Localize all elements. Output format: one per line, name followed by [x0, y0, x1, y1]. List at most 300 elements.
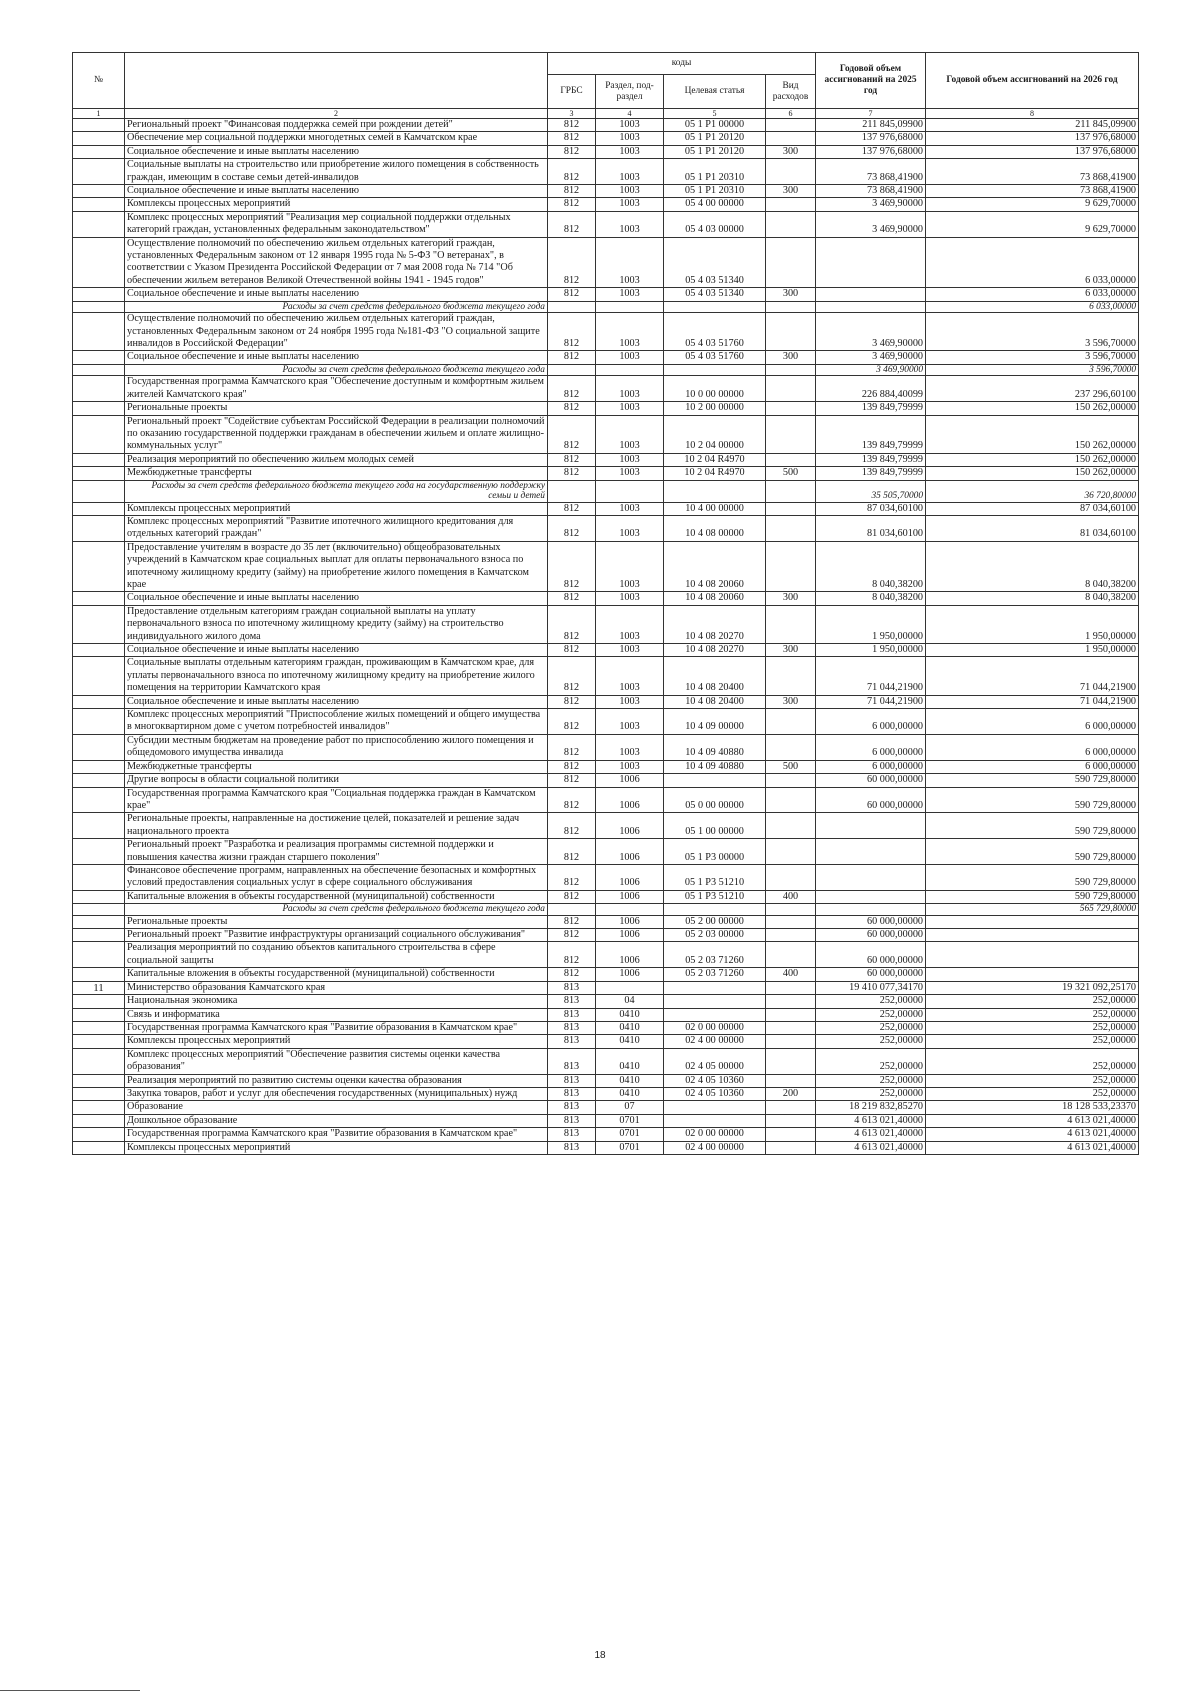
- row-amount-2026: 3 596,70000: [926, 351, 1139, 364]
- row-amount-2025: 137 976,68000: [816, 145, 926, 158]
- row-name: Социальное обеспечение и иные выплаты населению: [125, 592, 548, 605]
- row-amount-2025: [816, 813, 926, 839]
- row-expense-type: [766, 453, 816, 466]
- table-row: [73, 351, 1139, 364]
- row-amount-2026: 252,00000: [926, 1008, 1139, 1021]
- row-number: [73, 968, 125, 981]
- table-row: [73, 1048, 1139, 1074]
- row-expense-type: [766, 995, 816, 1008]
- row-expense-type: [766, 198, 816, 211]
- row-expense-type: [766, 541, 816, 592]
- row-grbs: 812: [548, 644, 596, 657]
- row-target-article: 05 1 Р1 20310: [664, 159, 766, 185]
- table-row: [73, 132, 1139, 145]
- row-name: Реализация мероприятий по обеспечению жильем молодых семей: [125, 453, 548, 466]
- row-number: [73, 415, 125, 453]
- row-name: Государственная программа Камчатского края "Развитие образования в Камчатском крае": [125, 1021, 548, 1034]
- row-amount-2026: 252,00000: [926, 995, 1139, 1008]
- row-name: Региональный проект "Развитие инфраструктуры организаций социального обслуживания": [125, 929, 548, 942]
- row-grbs: 812: [548, 467, 596, 480]
- row-target-article: 10 4 08 20060: [664, 592, 766, 605]
- row-target-article: [664, 1008, 766, 1021]
- row-razdel: 1003: [596, 515, 664, 541]
- row-razdel: 1003: [596, 502, 664, 515]
- row-amount-2025: 4 613 021,40000: [816, 1141, 926, 1154]
- row-amount-2026: 3 596,70000: [926, 313, 1139, 351]
- row-target-article: [664, 364, 766, 376]
- row-amount-2025: [816, 301, 926, 313]
- row-razdel: 1006: [596, 864, 664, 890]
- row-grbs: 812: [548, 774, 596, 787]
- row-grbs: 812: [548, 929, 596, 942]
- row-expense-type: [766, 942, 816, 968]
- row-name: Осуществление полномочий по обеспечению жильем отдельных категорий граждан, установленных Федеральным законом от 12 января 1995 года № 5-ФЗ "О ветеранах", в соответствии с Указом Президента Российской Федерации от 7 мая 2008 года № 714 "Об обеспечении жильем ветеранов Великой Отечественной войны 1941 - 1945 годов": [125, 237, 548, 288]
- row-expense-type: [766, 915, 816, 928]
- row-amount-2026: 590 729,80000: [926, 864, 1139, 890]
- row-amount-2025: [816, 890, 926, 903]
- table-row: [73, 981, 1139, 994]
- row-number: [73, 864, 125, 890]
- table-row: [73, 376, 1139, 402]
- table-row: [73, 1008, 1139, 1021]
- row-amount-2025: 226 884,40099: [816, 376, 926, 402]
- row-razdel: 1003: [596, 695, 664, 708]
- row-razdel: 1003: [596, 351, 664, 364]
- row-grbs: 812: [548, 515, 596, 541]
- col-number: 7: [816, 109, 926, 119]
- row-number: [73, 515, 125, 541]
- table-row: [73, 760, 1139, 773]
- table-row: [73, 995, 1139, 1008]
- row-number: [73, 942, 125, 968]
- row-name: Реализация мероприятий по созданию объектов капитального строительства в сфере социальной защиты: [125, 942, 548, 968]
- row-grbs: 812: [548, 541, 596, 592]
- row-amount-2026: 6 000,00000: [926, 734, 1139, 760]
- row-grbs: 812: [548, 185, 596, 198]
- row-expense-type: [766, 774, 816, 787]
- table-row: [73, 839, 1139, 865]
- row-amount-2026: 137 976,68000: [926, 132, 1139, 145]
- row-expense-type: [766, 313, 816, 351]
- table-row: [73, 864, 1139, 890]
- row-amount-2025: 60 000,00000: [816, 774, 926, 787]
- row-name: Социальное обеспечение и иные выплаты населению: [125, 351, 548, 364]
- row-expense-type: [766, 1021, 816, 1034]
- row-amount-2025: 3 469,90000: [816, 198, 926, 211]
- row-amount-2026: 6 033,00000: [926, 288, 1139, 301]
- row-grbs: 812: [548, 968, 596, 981]
- row-grbs: 813: [548, 1101, 596, 1114]
- row-expense-type: 300: [766, 288, 816, 301]
- row-grbs: 812: [548, 237, 596, 288]
- row-target-article: 02 0 00 00000: [664, 1021, 766, 1034]
- row-expense-type: 500: [766, 760, 816, 773]
- row-expense-type: [766, 301, 816, 313]
- row-grbs: 812: [548, 198, 596, 211]
- row-amount-2026: 590 729,80000: [926, 787, 1139, 813]
- col-number: 6: [766, 109, 816, 119]
- row-amount-2025: 211 845,09900: [816, 119, 926, 132]
- row-target-article: 05 1 Р3 51210: [664, 890, 766, 903]
- table-row-federal-note: [73, 904, 1139, 916]
- row-expense-type: [766, 734, 816, 760]
- row-target-article: 02 4 00 00000: [664, 1035, 766, 1048]
- row-target-article: 02 4 05 10360: [664, 1087, 766, 1100]
- row-target-article: 05 4 00 00000: [664, 198, 766, 211]
- row-razdel: 1003: [596, 376, 664, 402]
- row-grbs: 812: [548, 813, 596, 839]
- row-expense-type: [766, 480, 816, 502]
- row-name: Региональные проекты, направленные на достижение целей, показателей и решение задач национального проекта: [125, 813, 548, 839]
- page-number: 18: [594, 1650, 606, 1661]
- table-row: [73, 1141, 1139, 1154]
- row-grbs: 812: [548, 288, 596, 301]
- row-target-article: 02 0 00 00000: [664, 1128, 766, 1141]
- row-amount-2025: [816, 237, 926, 288]
- col-number: 2: [125, 109, 548, 119]
- row-number: [73, 467, 125, 480]
- row-razdel: 1003: [596, 657, 664, 695]
- table-row: [73, 1101, 1139, 1114]
- row-target-article: 10 4 08 20400: [664, 695, 766, 708]
- row-target-article: [664, 981, 766, 994]
- row-expense-type: 400: [766, 890, 816, 903]
- row-target-article: 10 4 09 40880: [664, 760, 766, 773]
- row-amount-2026: [926, 942, 1139, 968]
- row-number: [73, 402, 125, 415]
- table-row: [73, 198, 1139, 211]
- row-amount-2025: 60 000,00000: [816, 929, 926, 942]
- row-amount-2026: 1 950,00000: [926, 605, 1139, 643]
- row-number: [73, 1074, 125, 1087]
- row-target-article: 10 4 00 00000: [664, 502, 766, 515]
- row-name: Капитальные вложения в объекты государственной (муниципальной) собственности: [125, 968, 548, 981]
- row-grbs: 812: [548, 657, 596, 695]
- row-razdel: 1003: [596, 119, 664, 132]
- col-number: 4: [596, 109, 664, 119]
- row-razdel: [596, 904, 664, 916]
- budget-sheet: [72, 52, 1138, 1155]
- row-amount-2026: 252,00000: [926, 1035, 1139, 1048]
- row-grbs: 812: [548, 942, 596, 968]
- row-grbs: 812: [548, 839, 596, 865]
- row-amount-2026: 6 000,00000: [926, 709, 1139, 735]
- row-razdel: 0410: [596, 1087, 664, 1100]
- row-amount-2025: 137 976,68000: [816, 132, 926, 145]
- row-number: [73, 453, 125, 466]
- row-name: Социальное обеспечение и иные выплаты населению: [125, 644, 548, 657]
- row-amount-2026: 19 321 092,25170: [926, 981, 1139, 994]
- row-grbs: 812: [548, 605, 596, 643]
- row-amount-2026: 87 034,60100: [926, 502, 1139, 515]
- row-expense-type: [766, 1048, 816, 1074]
- row-expense-type: [766, 605, 816, 643]
- row-expense-type: 500: [766, 467, 816, 480]
- row-razdel: 1003: [596, 185, 664, 198]
- header-expense-type: Вид расходов: [766, 75, 816, 109]
- row-number: [73, 1101, 125, 1114]
- row-expense-type: [766, 159, 816, 185]
- row-expense-type: [766, 787, 816, 813]
- row-number: [73, 313, 125, 351]
- row-razdel: 1003: [596, 145, 664, 158]
- row-razdel: 1006: [596, 929, 664, 942]
- row-expense-type: [766, 502, 816, 515]
- row-grbs: 812: [548, 159, 596, 185]
- row-razdel: [596, 364, 664, 376]
- row-name: Расходы за счет средств федерального бюджета текущего года: [125, 301, 548, 313]
- row-amount-2026: 252,00000: [926, 1021, 1139, 1034]
- row-amount-2026: 590 729,80000: [926, 774, 1139, 787]
- row-amount-2026: 71 044,21900: [926, 695, 1139, 708]
- row-name: Социальное обеспечение и иные выплаты населению: [125, 288, 548, 301]
- row-target-article: 05 1 00 00000: [664, 813, 766, 839]
- row-amount-2025: 139 849,79999: [816, 453, 926, 466]
- row-number: [73, 605, 125, 643]
- row-name: Комплекс процессных мероприятий "Обеспечение развития системы оценки качества образования": [125, 1048, 548, 1074]
- row-expense-type: [766, 119, 816, 132]
- row-name: Социальные выплаты отдельным категориям граждан, проживающим в Камчатском крае, для уплаты первоначального взноса по ипотечному жилищному кредиту на приобретение жилого помещения на территории Камчатского края: [125, 657, 548, 695]
- row-name: Государственная программа Камчатского края "Социальная поддержка граждан в Камчатском крае": [125, 787, 548, 813]
- row-amount-2026: 8 040,38200: [926, 541, 1139, 592]
- row-name: Комплексы процессных мероприятий: [125, 1141, 548, 1154]
- row-expense-type: [766, 515, 816, 541]
- row-expense-type: 300: [766, 592, 816, 605]
- row-amount-2026: 4 613 021,40000: [926, 1141, 1139, 1154]
- table-row: [73, 541, 1139, 592]
- row-name: Дошкольное образование: [125, 1114, 548, 1127]
- col-number: 5: [664, 109, 766, 119]
- row-number: [73, 1141, 125, 1154]
- table-row: [73, 605, 1139, 643]
- row-amount-2025: [816, 839, 926, 865]
- row-razdel: 1003: [596, 467, 664, 480]
- row-target-article: 10 4 09 00000: [664, 709, 766, 735]
- row-razdel: 0701: [596, 1114, 664, 1127]
- row-target-article: 05 4 03 51340: [664, 288, 766, 301]
- row-number: [73, 592, 125, 605]
- row-target-article: 10 4 08 20400: [664, 657, 766, 695]
- row-razdel: [596, 981, 664, 994]
- row-name: Другие вопросы в области социальной политики: [125, 774, 548, 787]
- row-number: [73, 774, 125, 787]
- row-grbs: 813: [548, 1035, 596, 1048]
- row-grbs: 812: [548, 211, 596, 237]
- row-amount-2025: [816, 864, 926, 890]
- row-number: [73, 211, 125, 237]
- row-number: [73, 839, 125, 865]
- table-row: [73, 1114, 1139, 1127]
- table-row: [73, 929, 1139, 942]
- row-number: [73, 364, 125, 376]
- table-row: [73, 402, 1139, 415]
- row-razdel: 1006: [596, 890, 664, 903]
- row-number: [73, 1087, 125, 1100]
- row-amount-2025: 3 469,90000: [816, 364, 926, 376]
- row-name: Региональный проект "Разработка и реализация программы системной поддержки и повышения качества жизни граждан старшего поколения": [125, 839, 548, 865]
- row-number: [73, 1114, 125, 1127]
- row-name: Социальное обеспечение и иные выплаты населению: [125, 695, 548, 708]
- row-name: Закупка товаров, работ и услуг для обеспечения государственных (муниципальных) нужд: [125, 1087, 548, 1100]
- row-grbs: 812: [548, 709, 596, 735]
- table-row: [73, 185, 1139, 198]
- table-row: [73, 515, 1139, 541]
- row-expense-type: [766, 904, 816, 916]
- row-number: [73, 929, 125, 942]
- row-amount-2025: 73 868,41900: [816, 185, 926, 198]
- row-razdel: 1006: [596, 774, 664, 787]
- row-number: [73, 644, 125, 657]
- row-razdel: 1003: [596, 734, 664, 760]
- row-amount-2026: 590 729,80000: [926, 813, 1139, 839]
- row-expense-type: 200: [766, 1087, 816, 1100]
- row-grbs: 812: [548, 502, 596, 515]
- row-target-article: 10 4 08 20060: [664, 541, 766, 592]
- row-amount-2025: [816, 288, 926, 301]
- table-row: [73, 1021, 1139, 1034]
- row-name: Комплексы процессных мероприятий: [125, 198, 548, 211]
- row-amount-2025: 252,00000: [816, 1008, 926, 1021]
- row-razdel: 1003: [596, 313, 664, 351]
- row-razdel: 1003: [596, 415, 664, 453]
- row-target-article: 10 2 04 00000: [664, 415, 766, 453]
- row-expense-type: 300: [766, 145, 816, 158]
- row-amount-2026: 18 128 533,23370: [926, 1101, 1139, 1114]
- row-name: Предоставление учителям в возрасте до 35 лет (включительно) общеобразовательных учреждений в Камчатском крае социальных выплат для оплаты первоначального взноса по ипотечному жилищному кредиту (займу) на приобретение жилого помещения в Камчатском крае: [125, 541, 548, 592]
- row-number: [73, 1128, 125, 1141]
- row-razdel: 1006: [596, 968, 664, 981]
- row-grbs: 813: [548, 1114, 596, 1127]
- row-amount-2026: 590 729,80000: [926, 890, 1139, 903]
- row-amount-2026: [926, 968, 1139, 981]
- table-row: [73, 467, 1139, 480]
- table-row: [73, 709, 1139, 735]
- row-amount-2026: 4 613 021,40000: [926, 1114, 1139, 1127]
- row-target-article: 10 4 08 20270: [664, 644, 766, 657]
- table-row: [73, 211, 1139, 237]
- row-name: Реализация мероприятий по развитию системы оценки качества образования: [125, 1074, 548, 1087]
- row-grbs: 812: [548, 864, 596, 890]
- table-row: [73, 644, 1139, 657]
- row-amount-2025: 3 469,90000: [816, 211, 926, 237]
- row-number: [73, 760, 125, 773]
- row-number: [73, 709, 125, 735]
- row-target-article: [664, 1101, 766, 1114]
- row-grbs: 812: [548, 402, 596, 415]
- row-amount-2026: 9 629,70000: [926, 198, 1139, 211]
- row-amount-2026: 590 729,80000: [926, 839, 1139, 865]
- col-number: 8: [926, 109, 1139, 119]
- row-expense-type: [766, 364, 816, 376]
- row-amount-2025: 252,00000: [816, 1021, 926, 1034]
- row-razdel: 1006: [596, 839, 664, 865]
- row-number: [73, 198, 125, 211]
- row-target-article: 10 4 08 00000: [664, 515, 766, 541]
- row-name: Государственная программа Камчатского края "Развитие образования в Камчатском крае": [125, 1128, 548, 1141]
- row-amount-2025: 6 000,00000: [816, 760, 926, 773]
- row-number: [73, 132, 125, 145]
- row-number: [73, 301, 125, 313]
- row-razdel: 1003: [596, 541, 664, 592]
- col-number: 1: [73, 109, 125, 119]
- row-name: Социальные выплаты на строительство или приобретение жилого помещения в собственность граждан, имеющим в составе семьи детей-инвалидов: [125, 159, 548, 185]
- row-expense-type: [766, 402, 816, 415]
- row-razdel: 04: [596, 995, 664, 1008]
- row-name: Межбюджетные трансферты: [125, 467, 548, 480]
- row-amount-2025: 71 044,21900: [816, 695, 926, 708]
- row-amount-2025: 73 868,41900: [816, 159, 926, 185]
- row-target-article: [664, 904, 766, 916]
- table-row: [73, 145, 1139, 158]
- row-amount-2025: 60 000,00000: [816, 942, 926, 968]
- row-target-article: [664, 480, 766, 502]
- row-amount-2026: 252,00000: [926, 1048, 1139, 1074]
- table-row: [73, 159, 1139, 185]
- row-target-article: 05 1 Р1 20310: [664, 185, 766, 198]
- row-grbs: 812: [548, 415, 596, 453]
- row-target-article: 05 4 03 51760: [664, 313, 766, 351]
- row-expense-type: [766, 981, 816, 994]
- row-target-article: 05 4 03 51760: [664, 351, 766, 364]
- row-amount-2026: 150 262,00000: [926, 415, 1139, 453]
- row-number: [73, 787, 125, 813]
- table-row: [73, 237, 1139, 288]
- row-target-article: 05 2 03 00000: [664, 929, 766, 942]
- row-target-article: 05 1 Р3 51210: [664, 864, 766, 890]
- table-row: [73, 942, 1139, 968]
- header-number: №: [73, 53, 125, 109]
- row-amount-2025: 8 040,38200: [816, 541, 926, 592]
- row-name: Социальное обеспечение и иные выплаты населению: [125, 185, 548, 198]
- row-grbs: 812: [548, 695, 596, 708]
- row-amount-2026: 81 034,60100: [926, 515, 1139, 541]
- table-row: [73, 787, 1139, 813]
- row-grbs: 812: [548, 132, 596, 145]
- row-grbs: 813: [548, 995, 596, 1008]
- row-number: [73, 159, 125, 185]
- row-name: Министерство образования Камчатского края: [125, 981, 548, 994]
- row-expense-type: [766, 415, 816, 453]
- row-amount-2026: 8 040,38200: [926, 592, 1139, 605]
- row-razdel: 1003: [596, 402, 664, 415]
- row-amount-2025: 4 613 021,40000: [816, 1128, 926, 1141]
- col-number: 3: [548, 109, 596, 119]
- row-name: Связь и информатика: [125, 1008, 548, 1021]
- row-expense-type: [766, 1008, 816, 1021]
- row-razdel: 0701: [596, 1141, 664, 1154]
- row-number: 11: [73, 981, 125, 994]
- row-razdel: 1003: [596, 605, 664, 643]
- row-number: [73, 657, 125, 695]
- row-amount-2025: 4 613 021,40000: [816, 1114, 926, 1127]
- row-name: Расходы за счет средств федерального бюджета текущего года на государственную поддержку семьи и детей: [125, 480, 548, 502]
- header-name: [125, 53, 548, 109]
- row-expense-type: 300: [766, 351, 816, 364]
- row-target-article: [664, 774, 766, 787]
- row-target-article: 10 0 00 00000: [664, 376, 766, 402]
- row-number: [73, 813, 125, 839]
- row-name: Расходы за счет средств федерального бюджета текущего года: [125, 364, 548, 376]
- row-amount-2025: 252,00000: [816, 1074, 926, 1087]
- row-amount-2026: 150 262,00000: [926, 467, 1139, 480]
- row-amount-2025: 139 849,79999: [816, 402, 926, 415]
- row-grbs: 812: [548, 313, 596, 351]
- row-target-article: 05 1 Р1 20120: [664, 145, 766, 158]
- row-number: [73, 890, 125, 903]
- row-number: [73, 915, 125, 928]
- row-number: [73, 502, 125, 515]
- row-amount-2025: 81 034,60100: [816, 515, 926, 541]
